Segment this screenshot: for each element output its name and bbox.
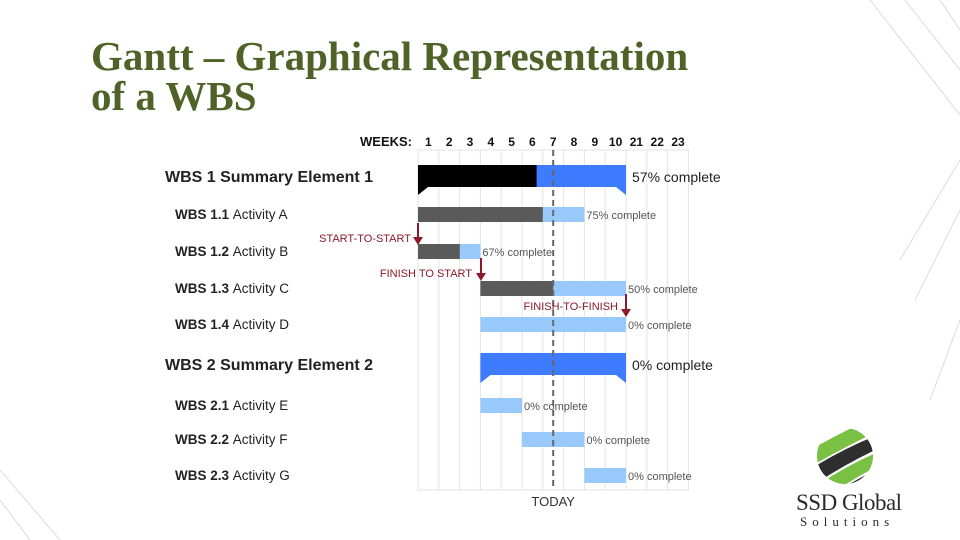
week-tick-label: 5 (508, 135, 515, 149)
activity-bar-complete (418, 207, 543, 222)
percent-complete-label: 0% complete (628, 320, 692, 332)
wbs-code: WBS 1 (165, 169, 221, 186)
wbs-name: Activity E (232, 398, 289, 413)
week-tick-label: 23 (671, 135, 685, 149)
slide-title-line-2: of a WBS (91, 73, 257, 119)
wbs-name: Activity C (232, 281, 290, 296)
week-tick-label: 21 (629, 135, 644, 149)
percent-complete-label: 50% complete (628, 284, 698, 296)
activity-bar-complete (418, 244, 460, 259)
wbs-row-label (175, 317, 289, 332)
week-tick-label: 22 (650, 135, 664, 149)
activity-bar-remaining (584, 468, 626, 483)
wbs-name: Activity B (232, 244, 289, 259)
wbs-name: Activity G (232, 468, 290, 483)
percent-complete-label: 0% complete (524, 401, 588, 413)
week-tick-label: 10 (608, 135, 623, 149)
dependency-label: FINISH-TO-FINISH (523, 301, 618, 313)
summary-bar-complete (418, 165, 537, 187)
wbs-code: WBS 1.1 (175, 207, 233, 222)
wbs-code: WBS 1.3 (175, 281, 233, 296)
wbs-row-label (165, 357, 373, 374)
activity-bar-complete (480, 281, 553, 296)
percent-complete-label: 0% complete (586, 435, 650, 447)
logo-name: SSD Global (796, 490, 902, 515)
wbs-row-label (175, 207, 288, 222)
wbs-name: Summary Element 1 (220, 169, 374, 186)
slide-title-line-1: Gantt – Graphical Representation (91, 33, 689, 79)
wbs-code: WBS 2.2 (175, 432, 233, 447)
wbs-code: WBS 2 (165, 357, 221, 374)
wbs-code: WBS 2.3 (175, 468, 233, 483)
wbs-name: Activity A (232, 207, 288, 222)
week-tick-label: 4 (487, 135, 495, 149)
wbs-code: WBS 1.2 (175, 244, 233, 259)
dependency-label: FINISH TO START (379, 268, 472, 280)
week-tick-label: 7 (549, 135, 557, 149)
wbs-row-label (175, 281, 289, 296)
wbs-name: Summary Element 2 (220, 357, 374, 374)
wbs-row-label (175, 398, 288, 413)
wbs-row-label (165, 169, 373, 186)
week-tick-label: 6 (529, 135, 536, 149)
week-tick-label: 9 (591, 135, 599, 149)
wbs-code: WBS 1.4 (175, 317, 233, 332)
percent-complete-label: 0% complete (632, 357, 713, 373)
week-tick-label: 3 (466, 135, 474, 149)
week-tick-label: 2 (445, 135, 453, 149)
week-tick-label: 8 (570, 135, 578, 149)
percent-complete-label: 75% complete (586, 210, 657, 222)
activity-bar-remaining (480, 398, 522, 413)
wbs-row-label (175, 468, 290, 483)
weeks-header-label: WEEKS: (360, 134, 412, 149)
week-tick-label: 1 (425, 135, 432, 149)
wbs-name: Activity D (232, 317, 290, 332)
wbs-row-label (175, 244, 288, 259)
wbs-row-label (175, 432, 288, 447)
percent-complete-label: 67% complete (482, 247, 553, 259)
logo-tagline: Solutions (800, 514, 895, 529)
percent-complete-label: 0% complete (628, 471, 692, 483)
wbs-name: Activity F (232, 432, 288, 447)
percent-complete-label: 57% complete (632, 169, 721, 185)
wbs-code: WBS 2.1 (175, 398, 233, 413)
today-label: TODAY (531, 494, 575, 509)
dependency-label: START-TO-START (319, 233, 411, 245)
